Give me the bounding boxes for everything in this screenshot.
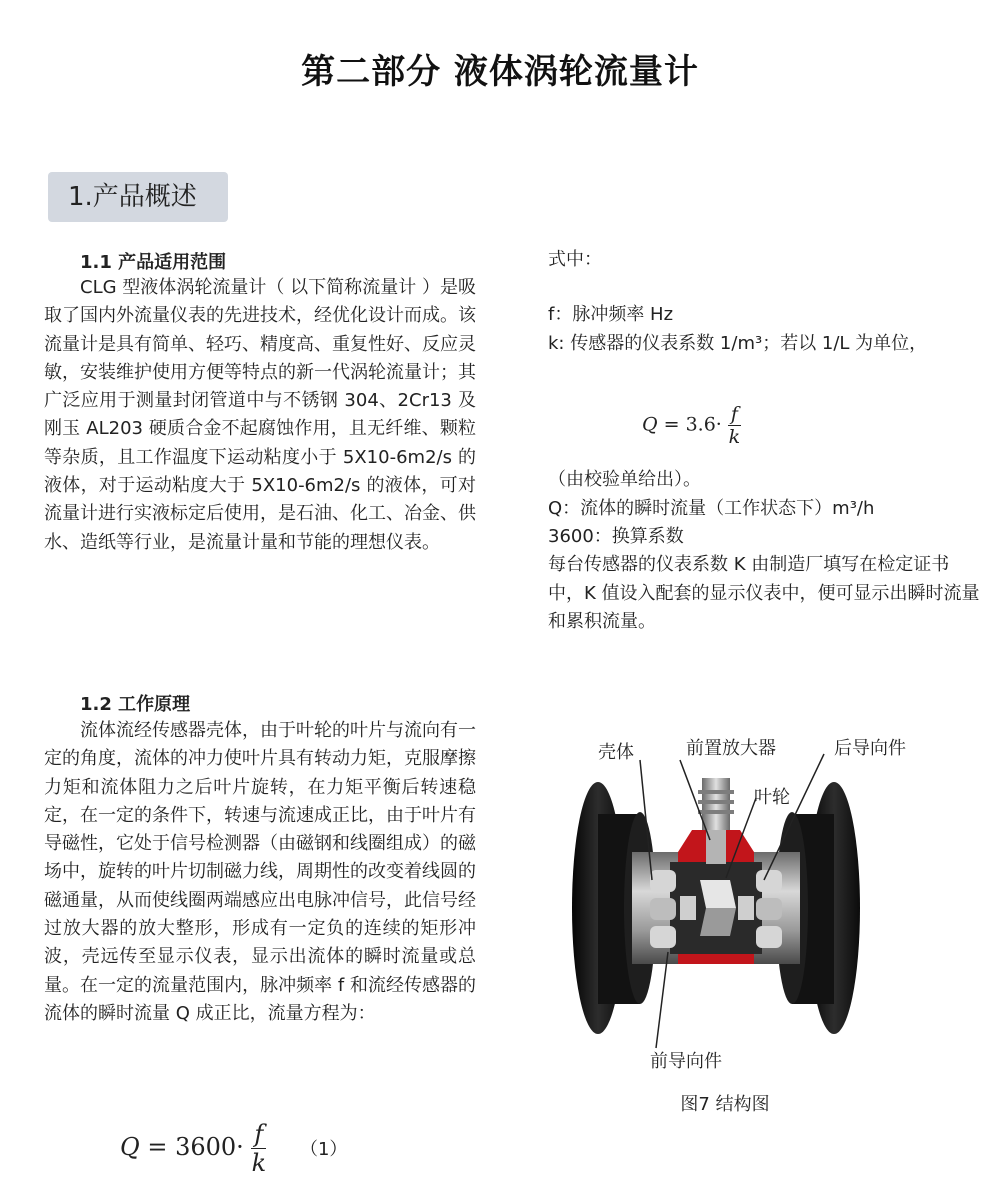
label-preamplifier: 前置放大器 xyxy=(686,738,776,759)
equation-constant: = 3.6· xyxy=(663,413,722,436)
equation-denominator: k xyxy=(251,1149,267,1177)
definition-q: Q：流体的瞬时流量（工作状态下）m³/h xyxy=(548,498,875,519)
equation-fraction xyxy=(728,403,741,448)
equation-lhs: Q xyxy=(642,413,658,436)
subsection-body-1-2: 流体流经传感器壳体，由于叶轮的叶片与流向有一定的角度，流体的冲力使叶片具有转动力矩，克服摩擦力矩和流体阻力之后叶片旋转，在力矩平衡后转速稳定，在一定的条件下，转速与流速成正比，由于叶片有导磁性，它处于信号检测器（由磁钢和线圈组成）的磁场中，旋转的叶片切制磁力线，周期性的改变着线圆的磁通量，从而使线圈两端感应出电脉冲信号，此信号经过放大器的放大整形，形成有一定负的连续的矩形冲波，壳远传至显示仪表，显示出流体的瞬时流量或总量。在一定的流量范围内，脉冲频率 f 和流经传感器的流体的瞬时流量 Q 成正比，流量方程为： xyxy=(44,720,476,1024)
coefficient-source-note: （由校验单给出）。 xyxy=(548,469,701,490)
section-heading: 1.产品概述 xyxy=(48,172,228,222)
equation-numerator: f xyxy=(251,1120,266,1149)
label-rear-guide: 后导向件 xyxy=(834,738,906,759)
label-front-guide: 前导向件 xyxy=(650,1051,722,1072)
definition-k: k: 传感器的仪表系数 1/m³；若以 1/L 为单位， xyxy=(548,333,928,354)
subsection-body-1-1: CLG 型液体涡轮流量计（ 以下简称流量计 ）是吸取了国内外流量仪表的先进技术，经优化设计而成。该流量计是具有简单、轻巧、精度高、重复性好、反应灵敏，安装维护使用方便等特点的新一代涡轮流量计；其广泛应用于测量封闭管道中与不锈钢 304、2Cr13 及刚玉 AL203 硬质合金不起腐蚀作用，且无纤维、颗粒等杂质，且工作温度下运动粘度小于 5X10-6m2/s 的液体，对于运动粘度大于 5X10-6m2/s 的液体，可对流量计进行实液标定后使用，是石油、化工、冶金、供水、造纸等行业，是流量计量和节能的理想仪表。 xyxy=(44,277,476,553)
label-housing: 壳体 xyxy=(598,742,634,763)
flow-equation-2 xyxy=(642,403,741,448)
definition-f: f：脉冲频率 Hz xyxy=(548,304,674,325)
definition-constant: 3600：换算系数 xyxy=(548,526,684,547)
figure-caption: 图7 结构图 xyxy=(680,1094,770,1115)
where-label: 式中： xyxy=(548,249,602,270)
equation-number: （1） xyxy=(299,1139,348,1160)
label-impeller: 叶轮 xyxy=(754,787,790,808)
page-title: 第二部分 液体涡轮流量计 xyxy=(301,52,699,92)
equation-denominator: k xyxy=(728,426,741,448)
calibration-note: 每台传感器的仪表系数 K 由制造厂填写在检定证书中，K 值设入配套的显示仪表中，便可显示出瞬时流量和累积流量。 xyxy=(548,554,980,632)
flowmeter-structure-diagram xyxy=(560,730,880,1100)
equation-fraction xyxy=(251,1120,266,1177)
equation-lhs: Q xyxy=(120,1133,140,1161)
equation-numerator: f xyxy=(728,403,741,426)
subsection-heading-1-1: 1.1 产品适用范围 xyxy=(80,252,227,273)
subsection-heading-1-2: 1.2 工作原理 xyxy=(80,694,191,715)
flow-equation-1 xyxy=(120,1120,347,1177)
equation-constant: = 3600· xyxy=(147,1133,244,1161)
